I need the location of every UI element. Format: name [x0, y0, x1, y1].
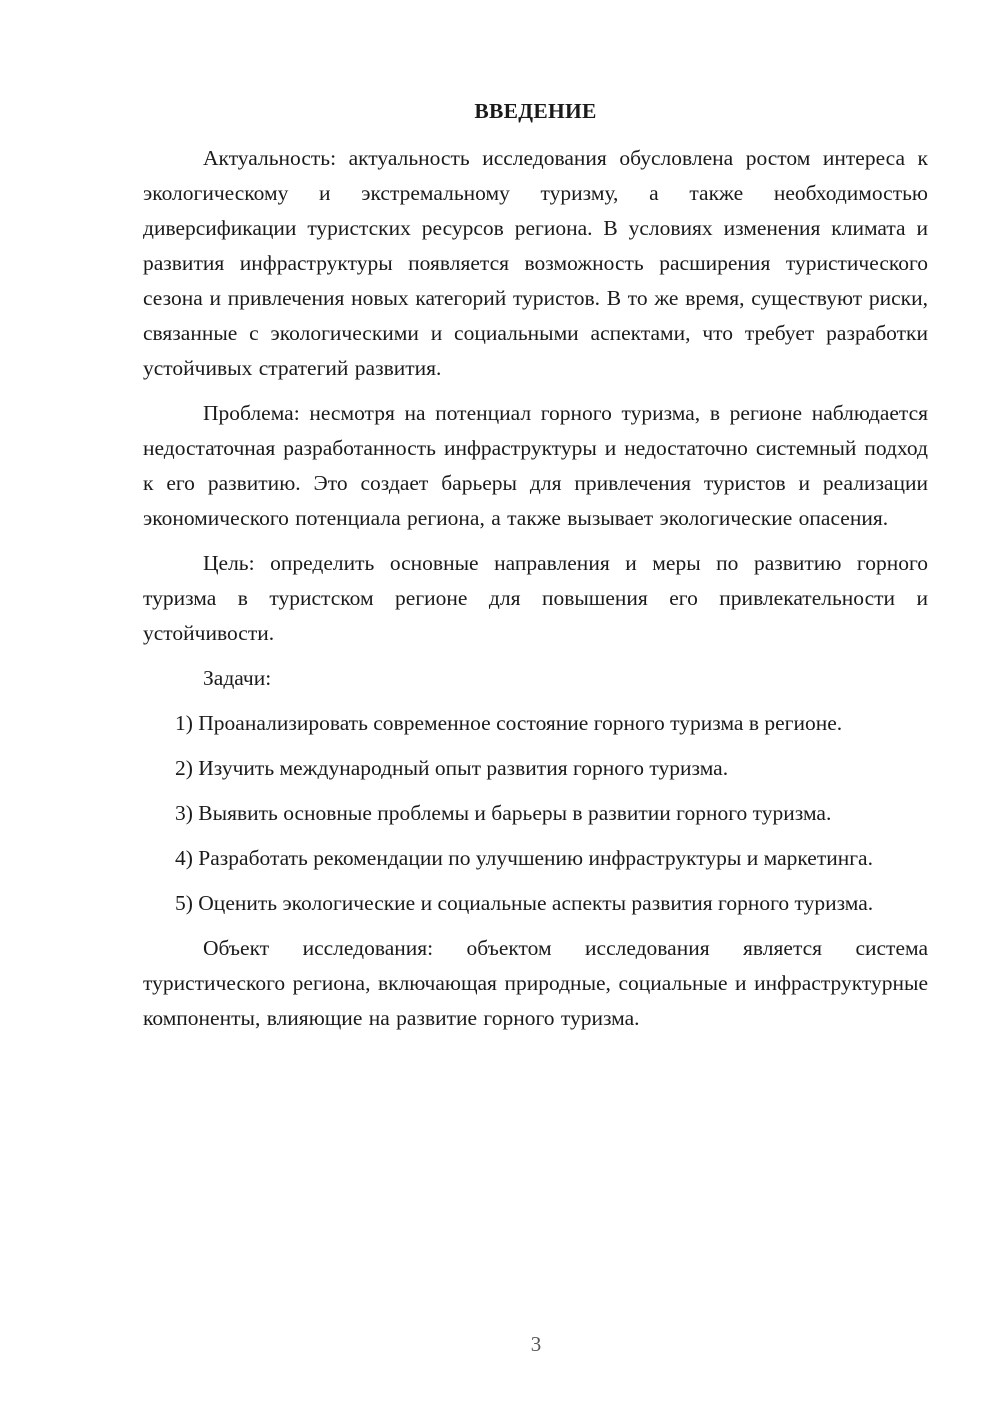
document-page [143, 94, 928, 1046]
task-item-5: 5) Оценить экологические и социальные аспекты развития горного туризма. [175, 891, 874, 915]
task-item-4: 4) Разработать рекомендации по улучшению инфраструктуры и маркетинга. [175, 846, 873, 870]
problem-paragraph: Проблема: несмотря на потенциал горного туризма, в регионе наблюдается недостаточная разработанность инфраструктуры и недостаточно системный подход к его развитию. Это создает барьеры для привлечения туристов и реализации экономического потенциала региона, а также вызывает экологические опасения. [143, 401, 928, 530]
task-item-3: 3) Выявить основные проблемы и барьеры в развитии горного туризма. [175, 801, 832, 825]
object-paragraph: Объект исследования: объектом исследования является система туристического региона, включающая природные, социальные и инфраструктурные компоненты, влияющие на развитие горного туризма. [143, 936, 928, 1030]
relevance-paragraph: Актуальность: актуальность исследования обусловлена ростом интереса к экологическому и экстремальному туризму, а также необходимостью диверсификации туристских ресурсов региона. В условиях изменения климата и развития инфраструктуры появляется возможность расширения туристического сезона и привлечения новых категорий туристов. В то же время, существуют риски, связанные с экологическими и социальными аспектами, что требует разработки устойчивых стратегий развития. [143, 146, 928, 380]
task-item-1: 1) Проанализировать современное состояние горного туризма в регионе. [175, 711, 843, 735]
tasks-label: Задачи: [203, 666, 272, 690]
section-heading: ВВЕДЕНИЕ [474, 99, 597, 123]
task-item-2: 2) Изучить международный опыт развития горного туризма. [175, 756, 729, 780]
page-number: 3 [530, 1332, 542, 1356]
goal-paragraph: Цель: определить основные направления и меры по развитию горного туризма в туристском регионе для повышения его привлекательности и устойчивости. [143, 551, 928, 645]
